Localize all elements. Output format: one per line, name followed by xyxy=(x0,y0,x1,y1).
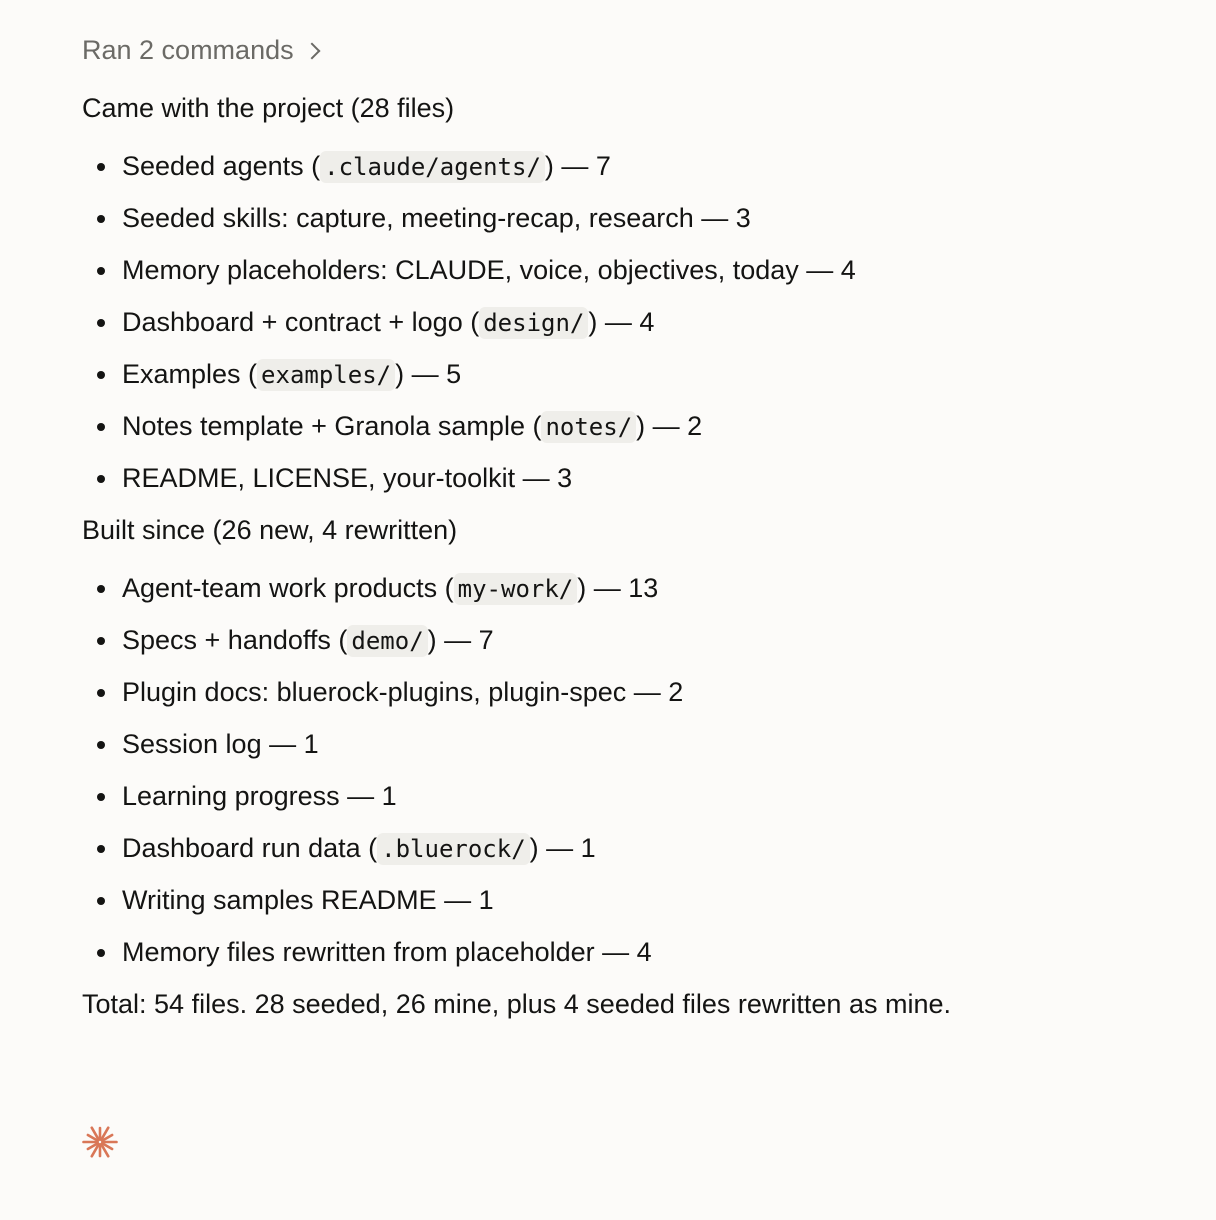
message-content xyxy=(82,30,1162,1024)
chevron-right-icon xyxy=(303,42,320,59)
inline-code: my-work/ xyxy=(454,573,578,605)
inline-code: notes/ xyxy=(541,411,636,443)
list-item: Session log — 1 xyxy=(82,718,1162,770)
ran-commands-toggle[interactable] xyxy=(82,30,318,70)
list-item: Plugin docs: bluerock-plugins, plugin-spec — 2 xyxy=(82,666,1162,718)
built-files-list xyxy=(82,562,1162,978)
list-item: Seeded skills: capture, meeting-recap, research — 3 xyxy=(82,192,1162,244)
list-item: Writing samples README — 1 xyxy=(82,874,1162,926)
list-item: Dashboard + contract + logo ( design/ ) — 4 xyxy=(82,296,1162,348)
list-item: Agent-team work products ( my-work/ ) — 13 xyxy=(82,562,1162,614)
list-item: Dashboard run data ( .bluerock/ ) — 1 xyxy=(82,822,1162,874)
inline-code: design/ xyxy=(479,307,588,339)
list-item: Learning progress — 1 xyxy=(82,770,1162,822)
list-item: Specs + handoffs ( demo/ ) — 7 xyxy=(82,614,1162,666)
inline-code: demo/ xyxy=(347,625,427,657)
seeded-files-list xyxy=(82,140,1162,504)
list-item: Memory files rewritten from placeholder — 4 xyxy=(82,926,1162,978)
list-item: Examples ( examples/ ) — 5 xyxy=(82,348,1162,400)
list-item: README, LICENSE, your-toolkit — 3 xyxy=(82,452,1162,504)
list-item: Memory placeholders: CLAUDE, voice, objectives, today — 4 xyxy=(82,244,1162,296)
inline-code: .bluerock/ xyxy=(377,833,530,865)
total-summary: Total: 54 files. 28 seeded, 26 mine, plus 4 seeded files rewritten as mine. xyxy=(82,989,951,1019)
list-item: Notes template + Granola sample ( notes/ ) — 2 xyxy=(82,400,1162,452)
list-item: Seeded agents ( .claude/agents/ ) — 7 xyxy=(82,140,1162,192)
section-heading-built: Built since (26 new, 4 rewritten) xyxy=(82,515,458,545)
claude-spark-icon xyxy=(82,1124,118,1160)
section-heading-seeded: Came with the project (28 files) xyxy=(82,93,455,123)
inline-code: .claude/agents/ xyxy=(320,151,545,183)
ran-commands-label: Ran 2 commands xyxy=(82,35,294,65)
inline-code: examples/ xyxy=(257,359,395,391)
